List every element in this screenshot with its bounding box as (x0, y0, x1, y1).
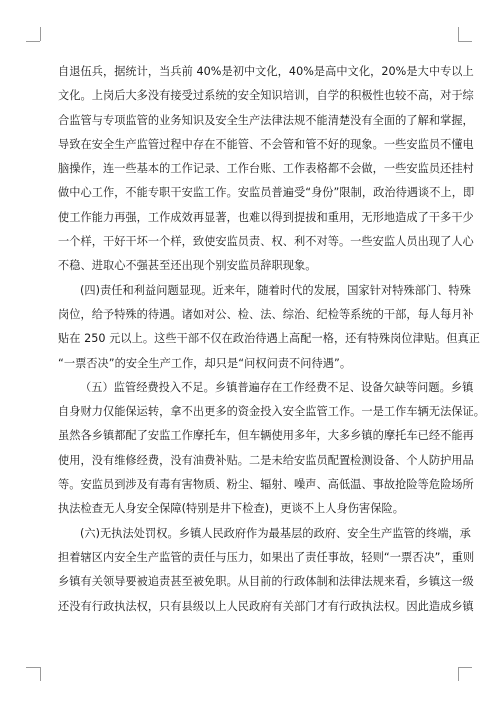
section-heading-line: (四)责任和利益问题显现。近来年，随着时代的发展，国家针对特殊部门、特殊 (80, 283, 471, 297)
body-line: 自身财力仅能保运转，拿不出更多的资金投入安全监管工作。一是工作车辆无法保证。 (58, 405, 486, 419)
section-heading-line: (六)无执法处罚权。乡镇人民政府作为最基层的政府、安全生产监管的终端，承 (80, 526, 471, 540)
body-line: 一个样，干好干坏一个样，致使安监员责、权、利不对等。一些安监人员出现了人心 (58, 235, 474, 249)
section-heading-line: （五）监管经费投入不足。乡镇普遍存在工作经费不足、设备欠缺等问题。乡镇 (80, 380, 474, 394)
body-line: “一票否决”的安全生产工作，却只是“问权问责不问待遇”。 (58, 356, 352, 370)
body-line: 使用，没有维修经费，没有油费补贴。二是未给安监员配置检测设备、个人防护用品 (58, 453, 474, 467)
crop-mark-top-left-vertical (40, 27, 41, 41)
body-line: 担着辖区内安全生产监管的责任与压力，如果出了责任事故，轻则“一票否决”，重则 (58, 550, 475, 564)
crop-mark-top-right-vertical (458, 27, 459, 41)
body-line: 脑操作，连一些基本的工作记录、工作台账、工作表格都不会做，一些安监员还挂村 (58, 162, 474, 176)
crop-mark-bottom-right-horizontal (458, 667, 472, 668)
crop-mark-bottom-right-vertical (458, 667, 459, 681)
body-line: 还没有行政执法权，只有县级以上人民政府有关部门才有行政执法权。因此造成乡镇 (58, 599, 474, 613)
body-line: 合监管与专项监管的业务知识及安全生产法律法规不能清楚没有全面的了解和掌握， (58, 113, 474, 127)
body-line: 乡镇有关领导要被追责甚至被免职。从目前的行政体制和法律法规来看，乡镇这一级 (58, 575, 474, 589)
body-line: 执法检查无人身安全保障(特别是井下检查)，更谈不上人身伤害保险。 (58, 502, 404, 516)
body-line: 等。安监员到涉及有毒有害物质、粉尘、辐射、噪声、高低温、事故抢险等危险场所 (58, 478, 474, 492)
body-line: 使工作能力再强，工作成效再显著，也难以得到提拔和重用，无形地造成了干多干少 (58, 210, 474, 224)
body-line: 贴在 250 元以上。这些干部不仅在政治待遇上高配一格，还有特殊岗位津贴。但真正 (58, 332, 481, 346)
body-line: 导致在安全生产监管过程中存在不能管、不会管和管不好的现象。一些安监员不懂电 (58, 137, 474, 151)
crop-mark-bottom-left-vertical (40, 667, 41, 681)
body-line: 虽然各乡镇都配了安监工作摩托车，但车辆使用多年，大多乡镇的摩托车已经不能再 (58, 429, 474, 443)
crop-mark-top-right-horizontal (458, 41, 472, 42)
crop-mark-top-left-horizontal (26, 41, 40, 42)
body-line: 文化。上岗后大多没有接受过系统的安全知识培训，自学的积极性也较不高，对于综 (58, 89, 474, 103)
crop-mark-bottom-left-horizontal (26, 667, 40, 668)
body-line: 岗位，给予特殊的待遇。诸如对公、检、法、综治、纪检等系统的干部，每人每月补 (58, 307, 474, 321)
document-body (58, 60, 486, 619)
body-line: 做中心工作，不能专职干安监工作。安监员普遍受“身份”限制，政治待遇谈不上，即 (58, 186, 475, 200)
body-line: 自退伍兵，据统计，当兵前 40%是初中文化，40%是高中文化，20%是大中专以上 (58, 65, 474, 78)
body-line: 不稳、进取心不强甚至还出现个别安监员辞职现象。 (58, 259, 317, 273)
